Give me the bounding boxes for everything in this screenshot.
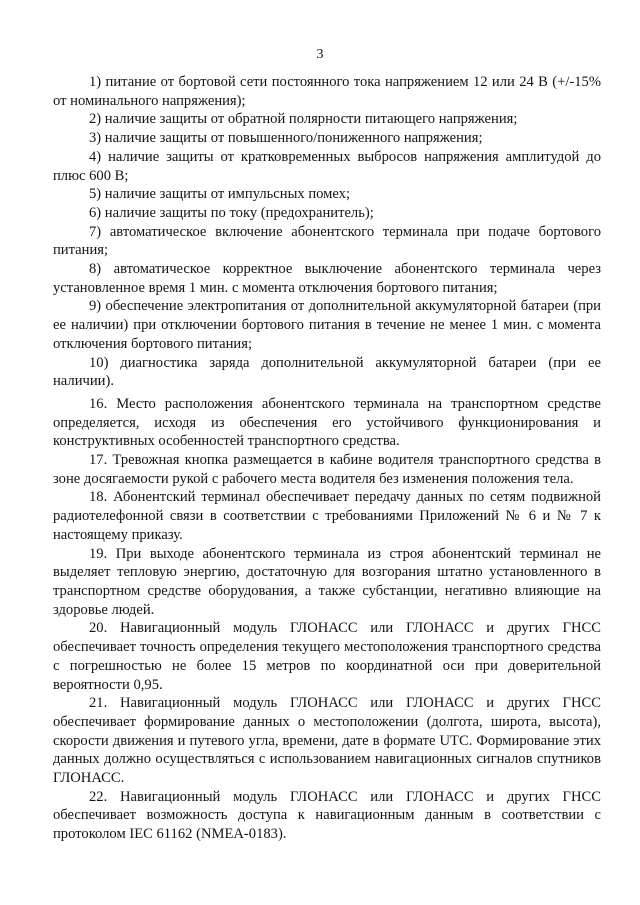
clause-16: 16. Место расположения абонентского терминала на транспортном средстве определяется, исходя из обеспечения его устойчивого функционирования и конструктивных особенностей транспортного средства. — [53, 395, 601, 450]
list-item-impulse-noise: 5) наличие защиты от импульсных помех; — [89, 186, 351, 203]
page-number: 3 — [316, 47, 324, 62]
list-item-battery-diagnostics: 10) диагностика заряда дополнительной аккумуляторной батареи (при ее наличии). — [53, 354, 601, 390]
list-item-auto-power-on: 7) автоматическое включение абонентского терминала при подаче бортового питания; — [53, 223, 601, 259]
list-item-reverse-polarity: 2) наличие защиты от обратной полярности питающего напряжения; — [89, 111, 518, 128]
clause-21: 21. Навигационный модуль ГЛОНАСС или ГЛОНАСС и других ГНСС обеспечивает формирование данных о местоположении (долгота, широта, высота), скорости движения и путевого угла, времени, дате в формате UTC. Формирование этих данных должно осуществляться с использованием навигационных сигналов спутников ГЛОНАСС. — [53, 695, 601, 787]
clause-18: 18. Абонентский терминал обеспечивает передачу данных по сетям подвижной радиотелефонной связи в соответствии с требованиями Приложений № 6 и № 7 к настоящему приказу. — [53, 489, 601, 543]
clause-22: 22. Навигационный модуль ГЛОНАСС или ГЛОНАСС и других ГНСС обеспечивает возможность доступа к навигационным данным в соответствии с протоколом IEC 61162 (NMEA-0183). — [53, 788, 601, 843]
list-item-current-protection: 6) наличие защиты по току (предохранитель); — [89, 204, 374, 221]
list-item-auto-shutdown: 8) автоматическое корректное выключение абонентского терминала через установленное время 1 мин. с момента отключения бортового питания; — [53, 261, 601, 296]
clause-19: 19. При выходе абонентского терминала из строя абонентский терминал не выделяет тепловую энергию, достаточную для возгорания штатно установленного в транспортном средстве оборудования, а также субстанции, негативно влияющие на здоровье людей. — [53, 545, 601, 618]
clause-17: 17. Тревожная кнопка размещается в кабине водителя транспортного средства в зоне досягаемости рукой с рабочего места водителя без изменения положения тела. — [53, 452, 601, 487]
document-body — [53, 73, 601, 844]
clause-20: 20. Навигационный модуль ГЛОНАСС или ГЛОНАСС и других ГНСС обеспечивает точность определения текущего местоположения транспортного средства с погрешностью не более 15 метров по координатной оси при доверительной вероятности 0,95. — [53, 620, 601, 693]
list-item-voltage-spikes: 4) наличие защиты от кратковременных выбросов напряжения амплитудой до плюс 600 В; — [53, 148, 601, 184]
list-item-over-under-voltage: 3) наличие защиты от повышенного/пониженного напряжения; — [89, 130, 483, 147]
list-item-backup-battery: 9) обеспечение электропитания от дополнительной аккумуляторной батареи (при ее наличии) при отключении бортового питания в течение не менее 1 мин. с момента отключения бортового питания; — [53, 298, 601, 352]
list-item-power-supply: 1) питание от бортовой сети постоянного тока напряжением 12 или 24 В (+/-15% от номинального напряжения); — [53, 74, 601, 109]
